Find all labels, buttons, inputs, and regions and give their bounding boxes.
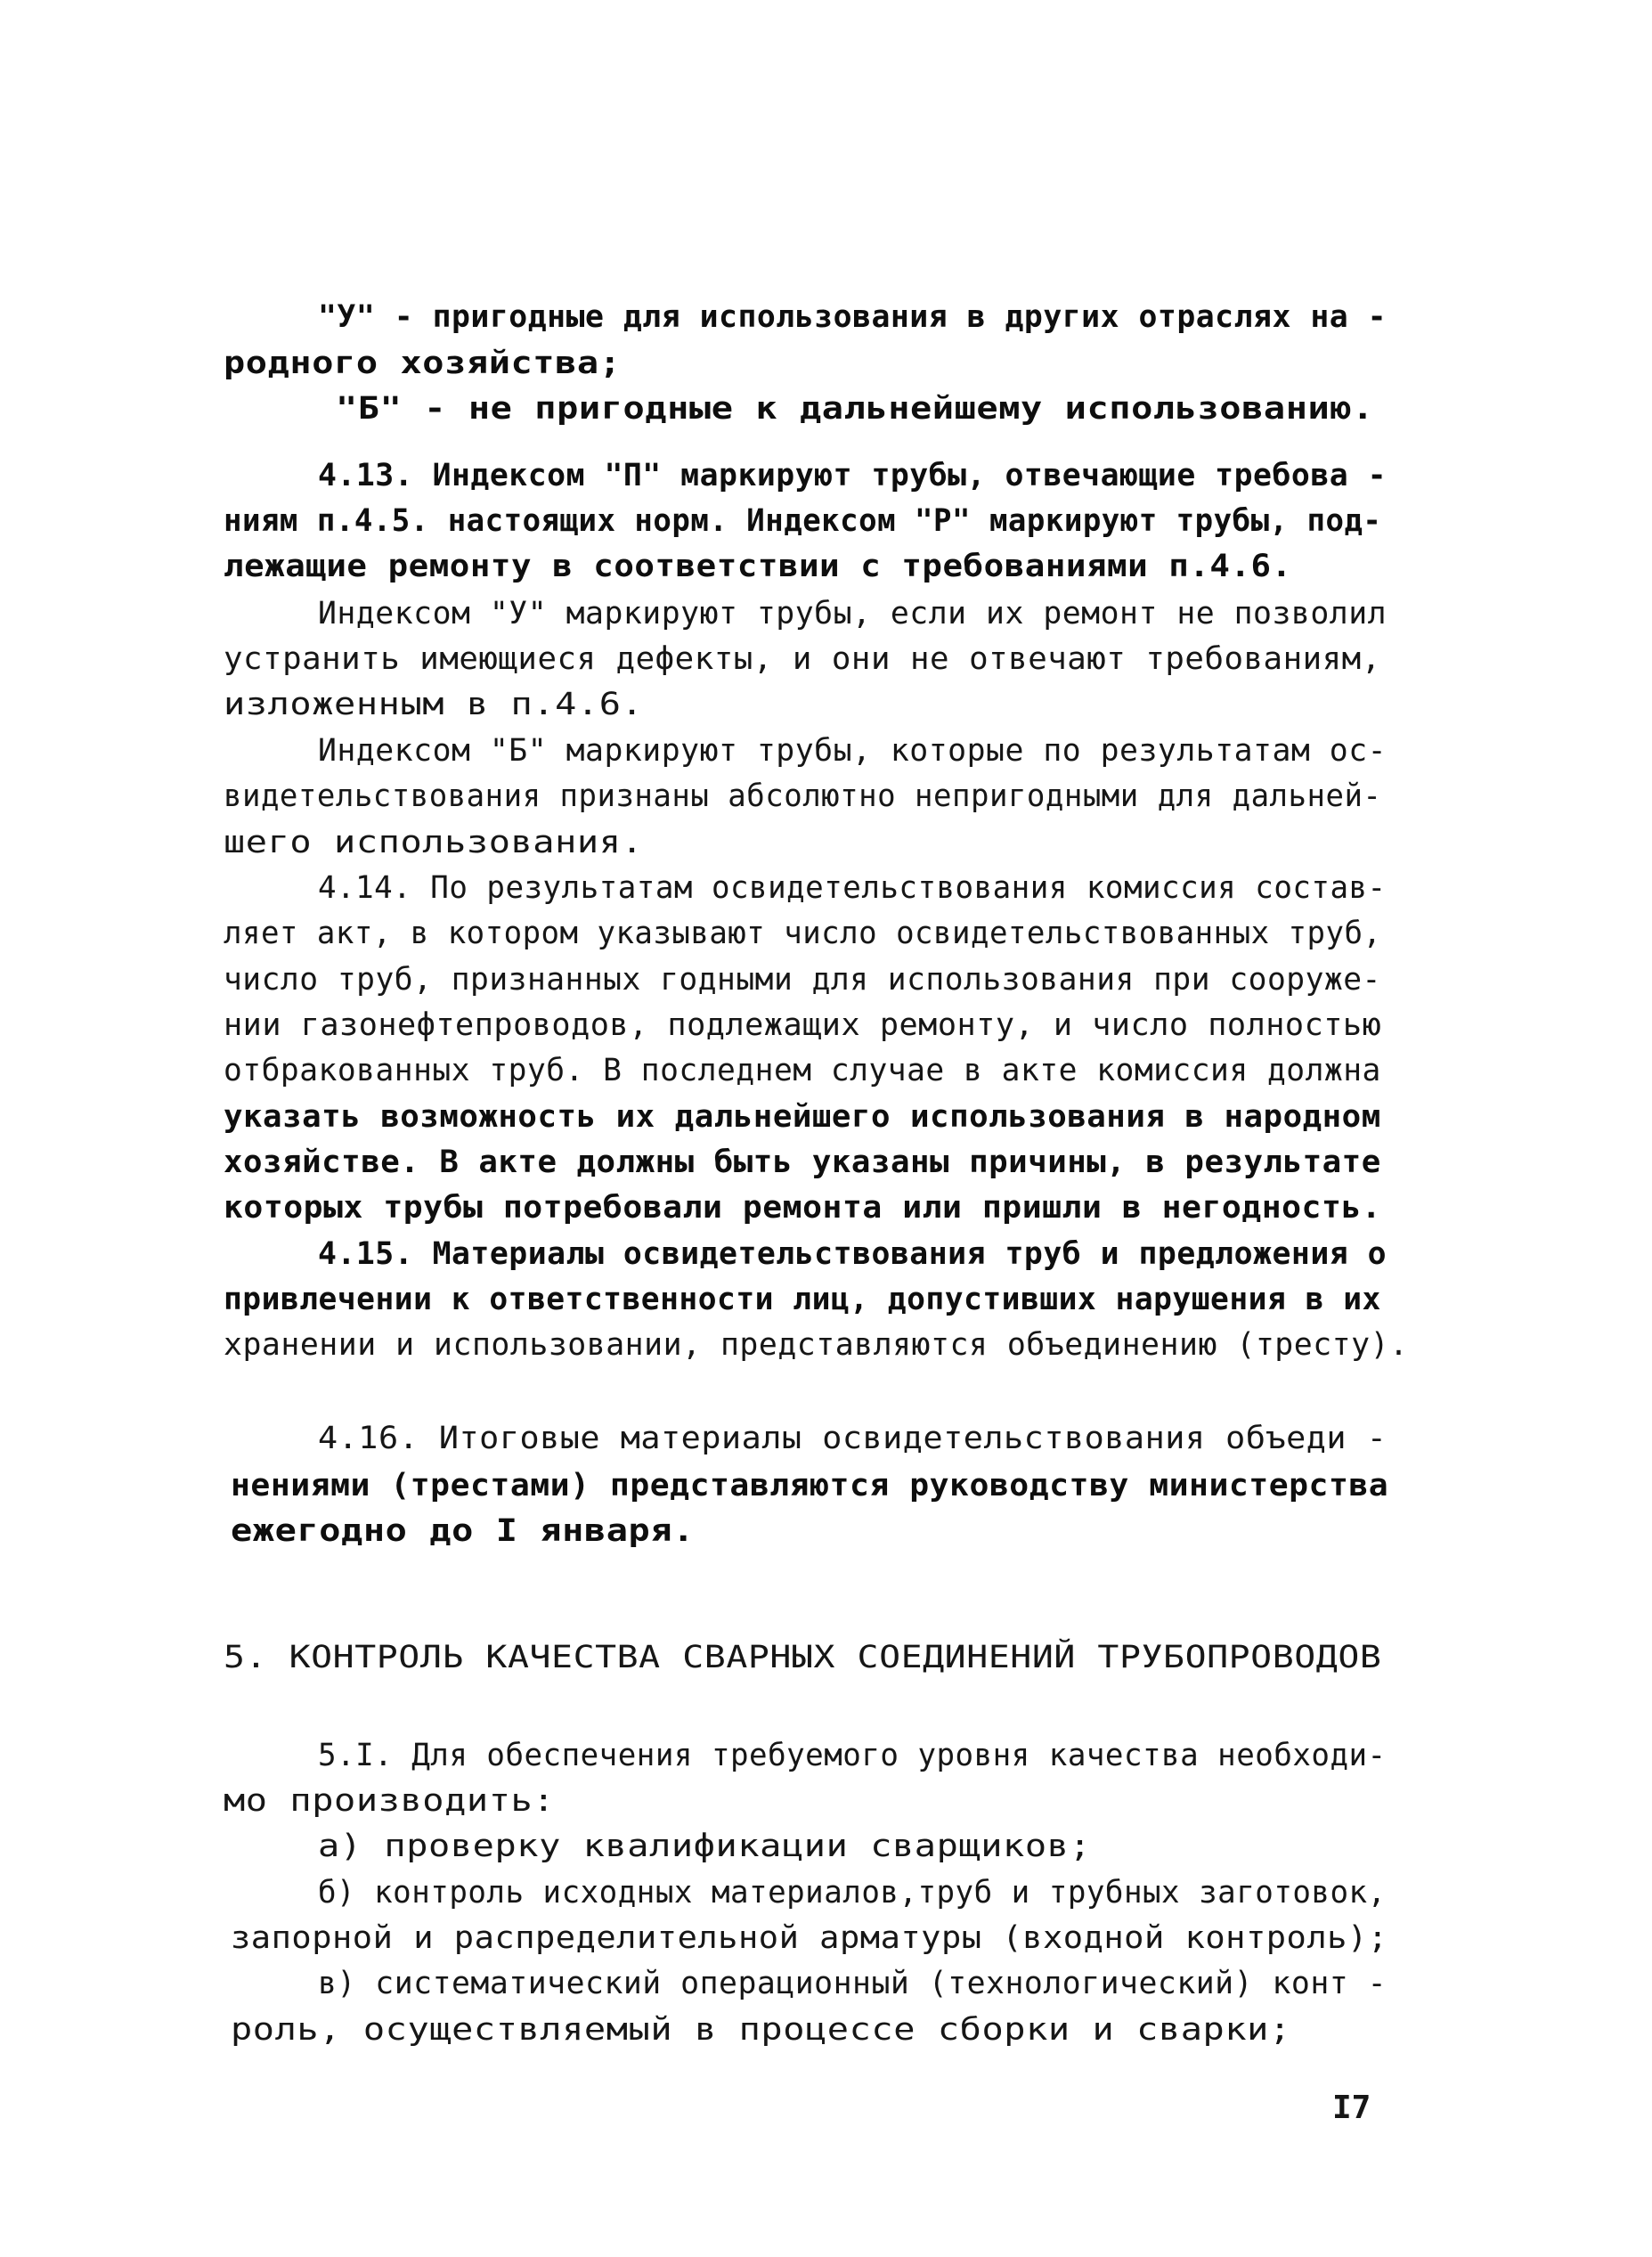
text-line: ежегодно до I января. <box>231 1513 695 1549</box>
text-line: которых трубы потребовали ремонта или пришли в негодность. <box>224 1190 1382 1226</box>
text-line: видетельствования признаны абсолютно непригодными для дальней- <box>224 778 1382 814</box>
text-line: отбракованных труб. В последнем случае в акте комиссия должна <box>224 1053 1381 1088</box>
text-line: шего использования. <box>224 825 644 860</box>
text-line: 4.16. Итоговые материалы освидетельствования объеди - <box>318 1421 1388 1456</box>
text-line: лежащие ремонту в соответствии с требованиями п.4.6. <box>224 549 1292 584</box>
text-line: роль, осуществляемый в процессе сборки и сварки; <box>231 2012 1291 2048</box>
text-line: число труб, признанных годными для использования при сооруже- <box>224 962 1381 998</box>
text-line: "Б" - не пригодные к дальнейшему использованию. <box>336 391 1374 427</box>
text-line: хозяйстве. В акте должны быть указаны причины, в результате <box>224 1145 1381 1180</box>
text-line: родного хозяйства; <box>224 346 622 381</box>
text-line: ниям п.4.5. настоящих норм. Индексом "Р" маркируют трубы, под- <box>224 503 1382 539</box>
list-item: в) систематический операционный (технологический) конт - <box>318 1966 1388 2001</box>
text-line: ляет акт, в котором указывают число освидетельствованных труб, <box>224 916 1382 951</box>
text-line: устранить имеющиеся дефекты, и они не отвечают требованиям, <box>224 641 1381 677</box>
text-line: хранении и использовании, представляются объединению (тресту). <box>224 1327 1409 1363</box>
text-line: указать возможность их дальнейшего использования в народном <box>224 1099 1381 1135</box>
text-line: "У" - пригодные для использования в других отраслях на - <box>318 299 1388 335</box>
text-line: 4.13. Индексом "П" маркируют трубы, отвечающие требова - <box>318 458 1388 493</box>
text-line: 4.15. Материалы освидетельствования труб и предложения о <box>318 1236 1388 1272</box>
text-line: 5.I. Для обеспечения требуемого уровня качества необходи- <box>318 1738 1387 1773</box>
text-line: изложенным в п.4.6. <box>224 687 644 722</box>
list-item: б) контроль исходных материалов,труб и трубных заготовок, <box>318 1875 1387 1911</box>
text-line: нии газонефтепроводов, подлежащих ремонту, и число полностью <box>224 1007 1382 1043</box>
text-line: нениями (трестами) представляются руководству министерства <box>231 1468 1389 1503</box>
text-line: Индексом "Б" маркируют трубы, которые по результатам ос- <box>318 733 1388 769</box>
text-line: мо производить: <box>224 1783 556 1819</box>
text-line: запорной и распределительной арматуры (входной контроль); <box>231 1920 1388 1956</box>
section-heading: 5. КОНТРОЛЬ КАЧЕСТВА СВАРНЫХ СОЕДИНЕНИЙ ТРУБОПРОВОДОВ <box>224 1640 1382 1675</box>
page-number: I7 <box>1332 2090 1371 2126</box>
text-line: 4.14. По результатам освидетельствования комиссия состав- <box>318 870 1387 906</box>
list-item: а) проверку квалификации сварщиков; <box>318 1829 1092 1864</box>
text-line: Индексом "У" маркируют трубы, если их ремонт не позволил <box>318 596 1388 631</box>
text-line: привлечении к ответственности лиц, допустивших нарушения в их <box>224 1282 1381 1317</box>
